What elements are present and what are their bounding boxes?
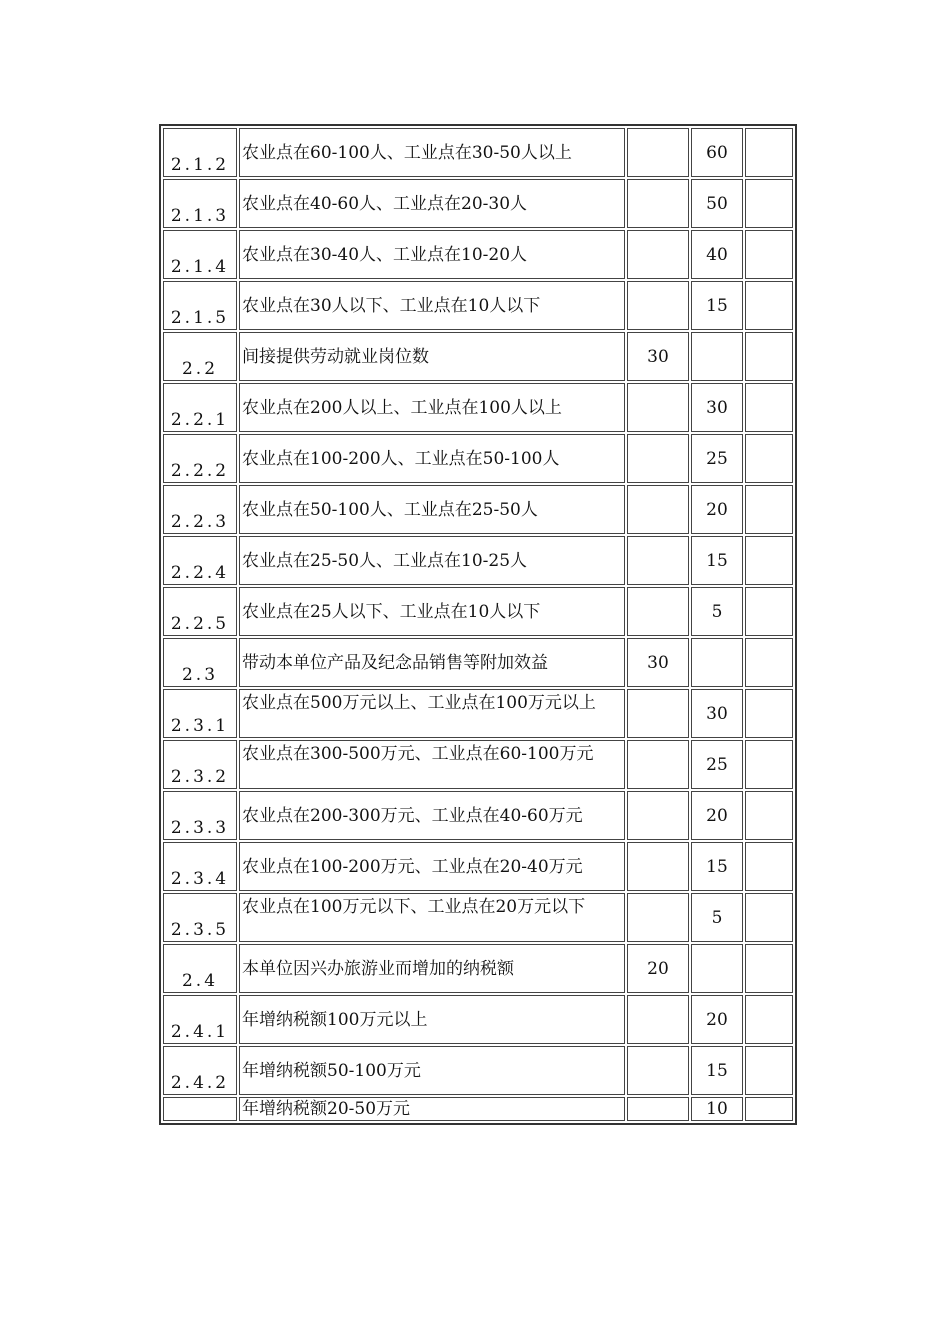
row-item: 间接提供劳动就业岗位数 bbox=[239, 332, 625, 381]
row-code: 2.1.3 bbox=[163, 179, 237, 228]
row-score: 5 bbox=[691, 893, 743, 942]
row-score bbox=[691, 944, 743, 993]
row-code: 2.2 bbox=[163, 332, 237, 381]
row-score: 15 bbox=[691, 1046, 743, 1095]
row-sub-total bbox=[627, 842, 689, 891]
row-extra bbox=[745, 485, 793, 534]
table-row bbox=[163, 842, 793, 891]
row-score: 15 bbox=[691, 281, 743, 330]
row-score: 15 bbox=[691, 536, 743, 585]
row-score: 30 bbox=[691, 689, 743, 738]
table-body bbox=[163, 128, 793, 1121]
row-extra bbox=[745, 791, 793, 840]
row-item: 农业点在100-200万元、工业点在20-40万元 bbox=[239, 842, 625, 891]
table-row bbox=[163, 944, 793, 993]
row-sub-total bbox=[627, 1046, 689, 1095]
table-row bbox=[163, 485, 793, 534]
row-extra bbox=[745, 1046, 793, 1095]
row-code: 2.4 bbox=[163, 944, 237, 993]
row-item: 农业点在100-200人、工业点在50-100人 bbox=[239, 434, 625, 483]
table-row bbox=[163, 1097, 793, 1121]
row-extra bbox=[745, 638, 793, 687]
row-sub-total: 30 bbox=[627, 638, 689, 687]
row-code: 2.2.1 bbox=[163, 383, 237, 432]
row-extra bbox=[745, 281, 793, 330]
table-row bbox=[163, 1046, 793, 1095]
row-extra bbox=[745, 740, 793, 789]
row-sub-total bbox=[627, 740, 689, 789]
row-code: 2.3.3 bbox=[163, 791, 237, 840]
row-code: 2.3.1 bbox=[163, 689, 237, 738]
row-item: 农业点在100万元以下、工业点在20万元以下 bbox=[239, 893, 625, 942]
row-sub-total: 20 bbox=[627, 944, 689, 993]
table-row bbox=[163, 281, 793, 330]
row-score: 20 bbox=[691, 791, 743, 840]
row-code: 2.2.5 bbox=[163, 587, 237, 636]
row-item: 年增纳税额50-100万元 bbox=[239, 1046, 625, 1095]
table-row bbox=[163, 383, 793, 432]
row-extra bbox=[745, 179, 793, 228]
row-code bbox=[163, 1097, 237, 1121]
row-sub-total bbox=[627, 434, 689, 483]
row-item: 农业点在500万元以上、工业点在100万元以上 bbox=[239, 689, 625, 738]
table-row bbox=[163, 179, 793, 228]
row-sub-total bbox=[627, 893, 689, 942]
row-sub-total bbox=[627, 281, 689, 330]
table-row bbox=[163, 434, 793, 483]
row-code: 2.2.3 bbox=[163, 485, 237, 534]
row-item: 年增纳税额100万元以上 bbox=[239, 995, 625, 1044]
row-extra bbox=[745, 842, 793, 891]
row-code: 2.2.2 bbox=[163, 434, 237, 483]
row-extra bbox=[745, 587, 793, 636]
row-item: 年增纳税额20-50万元 bbox=[239, 1097, 625, 1121]
row-score bbox=[691, 332, 743, 381]
row-score: 40 bbox=[691, 230, 743, 279]
row-item: 农业点在300-500万元、工业点在60-100万元 bbox=[239, 740, 625, 789]
row-sub-total bbox=[627, 179, 689, 228]
row-item: 带动本单位产品及纪念品销售等附加效益 bbox=[239, 638, 625, 687]
row-extra bbox=[745, 332, 793, 381]
row-extra bbox=[745, 689, 793, 738]
scoring-table bbox=[159, 124, 797, 1125]
row-code: 2.3 bbox=[163, 638, 237, 687]
row-sub-total bbox=[627, 128, 689, 177]
row-sub-total bbox=[627, 791, 689, 840]
table-row bbox=[163, 995, 793, 1044]
row-item: 农业点在30-40人、工业点在10-20人 bbox=[239, 230, 625, 279]
table-row bbox=[163, 893, 793, 942]
row-item: 农业点在60-100人、工业点在30-50人以上 bbox=[239, 128, 625, 177]
row-sub-total: 30 bbox=[627, 332, 689, 381]
row-code: 2.2.4 bbox=[163, 536, 237, 585]
row-item: 农业点在25-50人、工业点在10-25人 bbox=[239, 536, 625, 585]
row-code: 2.4.2 bbox=[163, 1046, 237, 1095]
row-code: 2.4.1 bbox=[163, 995, 237, 1044]
row-sub-total bbox=[627, 995, 689, 1044]
row-extra bbox=[745, 383, 793, 432]
row-sub-total bbox=[627, 689, 689, 738]
row-code: 2.1.5 bbox=[163, 281, 237, 330]
table-row bbox=[163, 587, 793, 636]
row-score bbox=[691, 638, 743, 687]
row-sub-total bbox=[627, 587, 689, 636]
row-sub-total bbox=[627, 485, 689, 534]
row-score: 25 bbox=[691, 434, 743, 483]
row-code: 2.1.4 bbox=[163, 230, 237, 279]
table-row bbox=[163, 740, 793, 789]
row-sub-total bbox=[627, 230, 689, 279]
row-item: 农业点在200人以上、工业点在100人以上 bbox=[239, 383, 625, 432]
row-extra bbox=[745, 536, 793, 585]
table-row bbox=[163, 536, 793, 585]
row-score: 50 bbox=[691, 179, 743, 228]
row-extra bbox=[745, 995, 793, 1044]
row-sub-total bbox=[627, 383, 689, 432]
table-row bbox=[163, 791, 793, 840]
row-code: 2.3.5 bbox=[163, 893, 237, 942]
table-row bbox=[163, 230, 793, 279]
table-row bbox=[163, 689, 793, 738]
row-item: 农业点在50-100人、工业点在25-50人 bbox=[239, 485, 625, 534]
row-extra bbox=[745, 128, 793, 177]
row-code: 2.3.2 bbox=[163, 740, 237, 789]
table-row bbox=[163, 128, 793, 177]
row-extra bbox=[745, 944, 793, 993]
row-extra bbox=[745, 434, 793, 483]
row-score: 30 bbox=[691, 383, 743, 432]
row-score: 60 bbox=[691, 128, 743, 177]
row-score: 25 bbox=[691, 740, 743, 789]
row-score: 20 bbox=[691, 995, 743, 1044]
row-score: 5 bbox=[691, 587, 743, 636]
row-item: 农业点在200-300万元、工业点在40-60万元 bbox=[239, 791, 625, 840]
row-score: 20 bbox=[691, 485, 743, 534]
row-item: 农业点在40-60人、工业点在20-30人 bbox=[239, 179, 625, 228]
row-item: 农业点在30人以下、工业点在10人以下 bbox=[239, 281, 625, 330]
table-row bbox=[163, 638, 793, 687]
row-extra bbox=[745, 1097, 793, 1121]
row-score: 10 bbox=[691, 1097, 743, 1121]
row-extra bbox=[745, 893, 793, 942]
row-score: 15 bbox=[691, 842, 743, 891]
row-item: 本单位因兴办旅游业而增加的纳税额 bbox=[239, 944, 625, 993]
row-code: 2.3.4 bbox=[163, 842, 237, 891]
row-sub-total bbox=[627, 536, 689, 585]
table-row bbox=[163, 332, 793, 381]
row-item: 农业点在25人以下、工业点在10人以下 bbox=[239, 587, 625, 636]
row-code: 2.1.2 bbox=[163, 128, 237, 177]
row-extra bbox=[745, 230, 793, 279]
row-sub-total bbox=[627, 1097, 689, 1121]
